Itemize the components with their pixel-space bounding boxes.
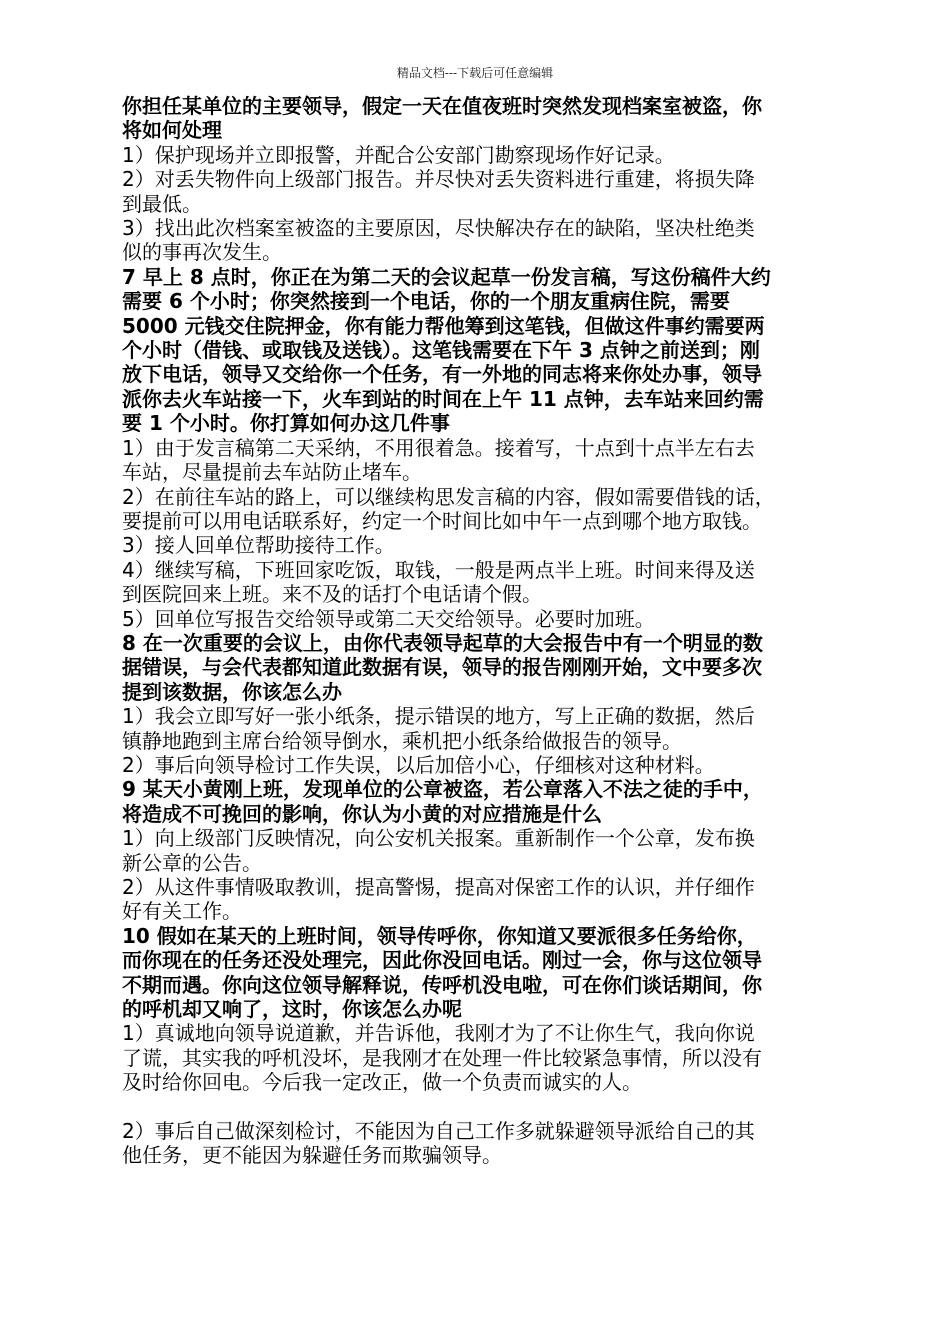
answer-paragraph [122, 485, 838, 534]
question-line: 要 1 个小时。你打算如何办这几件事 [122, 411, 450, 436]
answer-paragraph [122, 436, 838, 485]
question-paragraph [122, 94, 838, 143]
answer-paragraph [122, 875, 838, 924]
question-line: 10 假如在某天的上班时间，领导传呼你，你知道又要派很多任务给你， [122, 923, 757, 948]
question-line: 需要 6 个小时；你突然接到一个电话，你的一个朋友重病住院，需要 [122, 289, 730, 314]
answer-line: 2）事后向领导检讨工作失误，以后加倍小心，仔细核对这种材料。 [122, 752, 715, 777]
answer-line: 好有关工作。 [122, 899, 242, 924]
answer-paragraph [122, 607, 838, 631]
answer-line: 似的事再次发生。 [122, 240, 282, 265]
answer-line: 了谎，其实我的呼机没坏，是我刚才在处理一件比较紧急事情，所以没有 [122, 1045, 762, 1070]
answer-paragraph [122, 704, 838, 753]
answer-line: 2）在前往车站的路上，可以继续构思发言稿的内容，假如需要借钱的话， [122, 484, 775, 509]
answer-line: 到医院回来上班。来不及的话打个电话请个假。 [122, 582, 542, 607]
question-line: 提到该数据，你该怎么办 [122, 679, 342, 704]
answer-line: 3）接人回单位帮助接待工作。 [122, 533, 395, 558]
answer-line: 他任务，更不能因为躲避任务而欺骗领导。 [122, 1143, 502, 1168]
answer-paragraph [122, 216, 838, 265]
answer-line: 5）回单位写报告交给领导或第二天交给领导。必要时加班。 [122, 606, 655, 631]
answer-line: 2）从这件事情吸取教训，提高警惕，提高对保密工作的认识，并仔细作 [122, 875, 755, 899]
question-line: 5000 元钱交住院押金，你有能力帮他筹到这笔钱，但做这件事约需要两 [122, 313, 765, 338]
answer-line: 1）保护现场并立即报警，并配合公安部门勘察现场作好记录。 [122, 142, 675, 167]
question-paragraph [122, 265, 838, 436]
document-body [122, 94, 838, 1168]
answer-line: 及时给你回电。今后我一定改正，做一个负责而诚实的人。 [122, 1070, 642, 1095]
answer-line: 1）我会立即写好一张小纸条，提示错误的地方，写上正确的数据，然后 [122, 704, 755, 729]
page-header: 精品文档---下载后可任意编辑 [396, 66, 554, 80]
answer-paragraph [122, 1119, 838, 1168]
answer-paragraph [122, 753, 838, 777]
question-line: 的呼机却又响了，这时，你该怎么办呢 [122, 997, 462, 1022]
question-line: 你担任某单位的主要领导，假定一天在值夜班时突然发现档案室被盗，你 [122, 94, 762, 118]
answer-line: 到最低。 [122, 191, 202, 216]
question-line: 而你现在的任务还没处理完，因此你没回电话。刚过一会，你与这位领导 [122, 948, 762, 973]
answer-line: 1）由于发言稿第二天采纳，不用很着急。接着写，十点到十点半左右去 [122, 435, 755, 460]
answer-paragraph [122, 1021, 838, 1094]
question-line: 派你去火车站接一下，火车到站的时间在上午 11 点钟，去车站来回约需 [122, 386, 764, 411]
question-line: 将如何处理 [122, 118, 222, 143]
answer-line: 3）找出此次档案室被盗的主要原因，尽快解决存在的缺陷，坚决杜绝类 [122, 216, 755, 241]
answer-paragraph [122, 533, 838, 557]
question-line: 个小时（借钱、或取钱及送钱）。这笔钱需要在下午 3 点钟之前送到；刚 [122, 338, 760, 363]
answer-line: 2）对丢失物件向上级部门报告。并尽快对丢失资料进行重建，将损失降 [122, 167, 755, 192]
question-line: 据错误，与会代表都知道此数据有误，领导的报告刚刚开始，文中要多次 [122, 655, 762, 680]
answer-line: 要提前可以用电话联系好，约定一个时间比如中午一点到哪个地方取钱。 [122, 508, 762, 533]
question-paragraph [122, 777, 838, 826]
answer-line: 2）事后自己做深刻检讨，不能因为自己工作多就躲避领导派给自己的其 [122, 1119, 755, 1144]
answer-paragraph [122, 558, 838, 607]
answer-paragraph [122, 167, 838, 216]
answer-line: 1）向上级部门反映情况，向公安机关报案。重新制作一个公章，发布换 [122, 826, 755, 851]
question-line: 将造成不可挽回的影响，你认为小黄的对应措施是什么 [122, 801, 602, 826]
question-line: 7 早上 8 点时，你正在为第二天的会议起草一份发言稿，写这份稿件大约 [122, 264, 771, 289]
answer-line: 车站，尽量提前去车站防止堵车。 [122, 460, 422, 485]
answer-line: 1）真诚地向领导说道歉，并告诉他，我刚才为了不让你生气，我向你说 [122, 1021, 755, 1046]
answer-paragraph [122, 826, 838, 875]
answer-line: 4）继续写稿，下班回家吃饭，取钱，一般是两点半上班。时间来得及送 [122, 557, 755, 582]
question-line: 放下电话，领导又交给你一个任务，有一外地的同志将来你处办事，领导 [122, 362, 762, 387]
answer-line: 镇静地跑到主席台给领导倒水，乘机把小纸条给做报告的领导。 [122, 728, 682, 753]
question-paragraph [122, 631, 838, 704]
question-paragraph [122, 924, 838, 1022]
question-line: 9 某天小黄刚上班，发现单位的公章被盗，若公章落入不法之徒的手中， [122, 777, 763, 802]
answer-line: 新公章的公告。 [122, 850, 262, 875]
question-line: 不期而遇。你向这位领导解释说，传呼机没电啦，可在你们谈话期间，你 [122, 972, 762, 997]
answer-paragraph [122, 143, 838, 167]
question-line: 8 在一次重要的会议上，由你代表领导起草的大会报告中有一个明显的数 [122, 630, 763, 655]
blank-line [122, 1095, 838, 1119]
